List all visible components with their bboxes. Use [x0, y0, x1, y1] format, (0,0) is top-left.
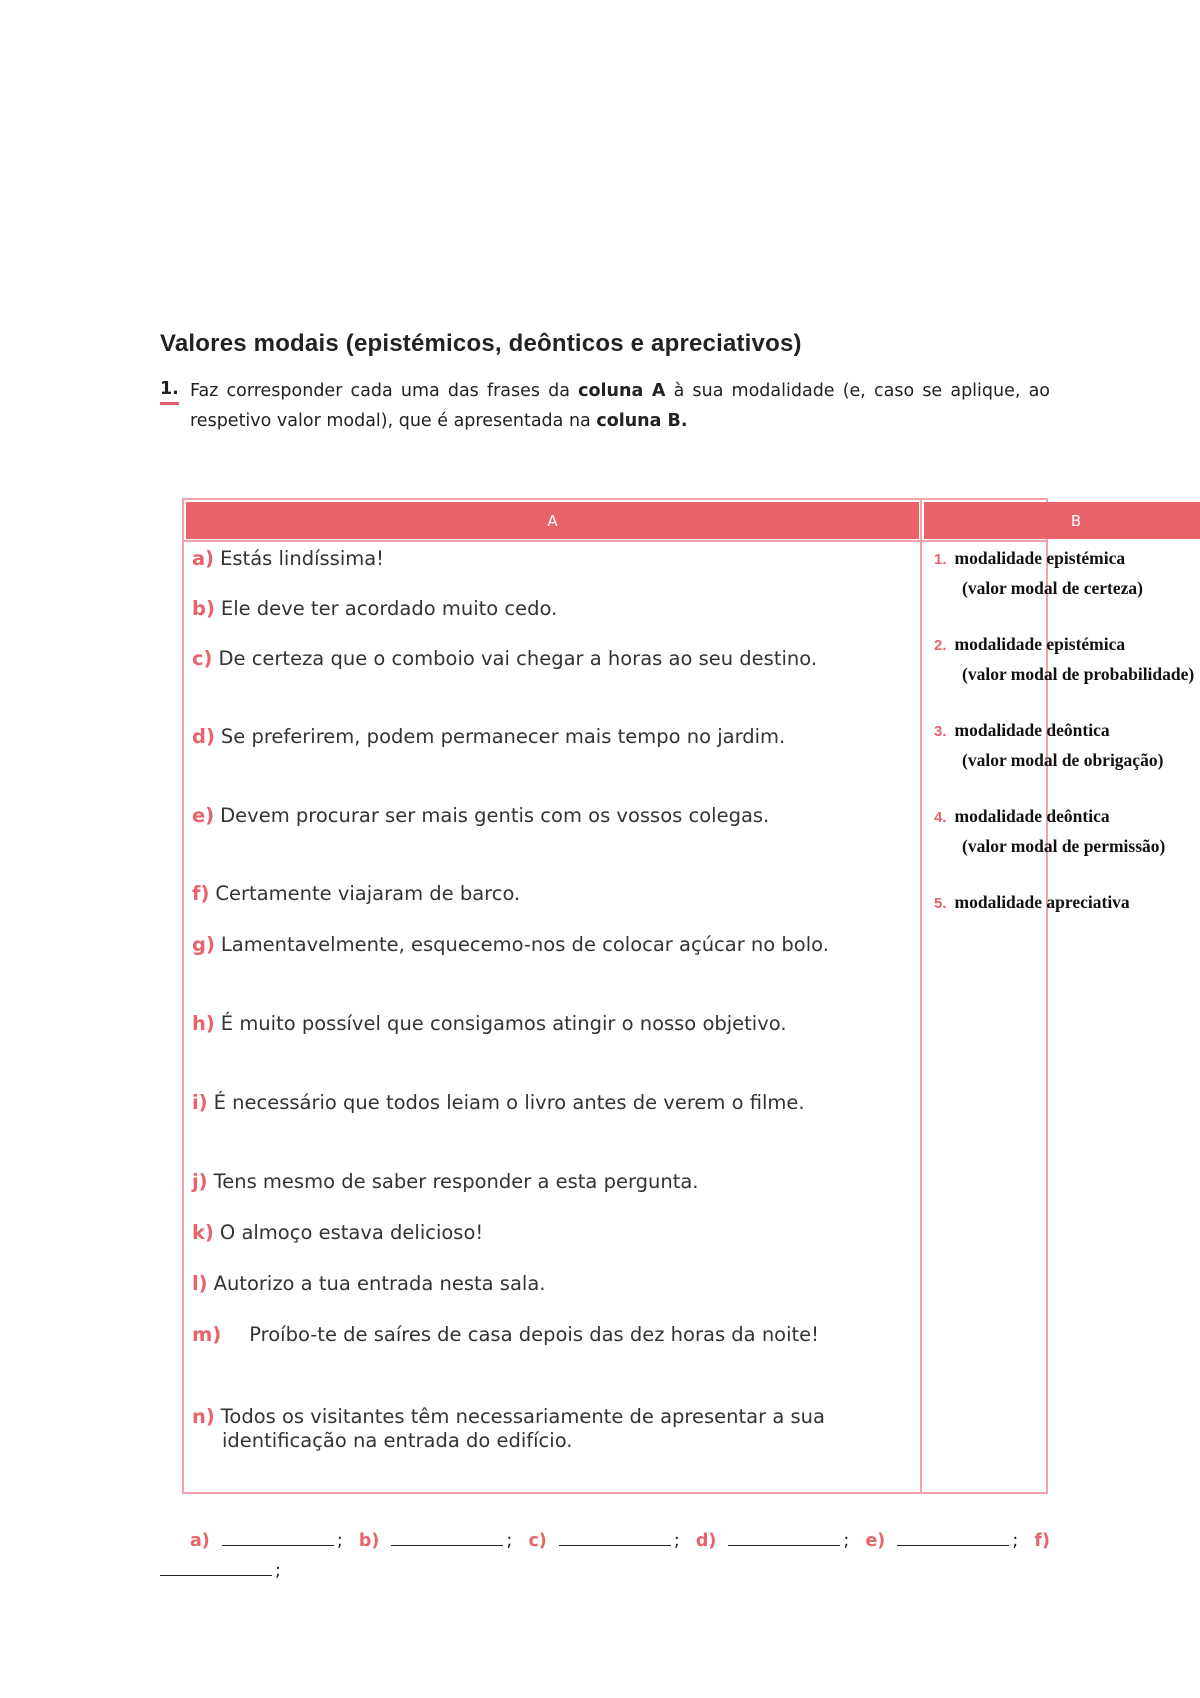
sentence-item: g) Lamentavelmente, esquecemo-nos de colocar açúcar no bolo. — [192, 933, 829, 956]
sentence-item: k) O almoço estava delicioso! — [192, 1221, 484, 1244]
answer-e: e) ; — [865, 1524, 1018, 1558]
sentence-item: b) Ele deve ter acordado muito cedo. — [192, 597, 558, 620]
modality-item: 3. modalidade deôntica (valor modal de obrigação) — [934, 720, 1164, 770]
page-title: Valores modais (epistémicos, deônticos e apreciativos) — [160, 330, 802, 357]
sentence-item: h) É muito possível que consigamos atingir o nosso objetivo. — [192, 1012, 787, 1035]
modality-item: 4. modalidade deôntica (valor modal de permissão) — [934, 806, 1166, 856]
answer-a: a) ; — [160, 1524, 343, 1558]
sentence-item: f) Certamente viajaram de barco. — [192, 882, 521, 905]
answer-b: b) ; — [359, 1524, 512, 1558]
answer-blank[interactable] — [222, 1527, 334, 1546]
answer-blank[interactable] — [391, 1527, 503, 1546]
column-b-header: B — [924, 502, 1200, 539]
answer-blank[interactable] — [559, 1527, 671, 1546]
header-divider — [184, 540, 1046, 542]
answer-lines — [160, 1524, 1050, 1588]
matching-table — [182, 498, 1195, 1494]
question-1 — [160, 376, 1050, 436]
column-divider — [920, 500, 922, 1492]
column-a-header: A — [186, 502, 919, 539]
sentence-item: d) Se preferirem, podem permanecer mais tempo no jardim. — [192, 725, 786, 748]
sentence-item: l) Autorizo a tua entrada nesta sala. — [192, 1272, 546, 1295]
answer-c: c) ; — [528, 1524, 679, 1558]
answer-f-label: f) — [1034, 1531, 1050, 1551]
modality-item: 5. modalidade apreciativa — [934, 892, 1130, 912]
answer-blank[interactable] — [728, 1527, 840, 1546]
sentence-item: j) Tens mesmo de saber responder a esta pergunta. — [192, 1170, 699, 1193]
sentence-item: i) É necessário que todos leiam o livro antes de verem o filme. — [192, 1091, 805, 1114]
sentence-item: n) Todos os visitantes têm necessariamente de apresentar a sua identificação na entrada do edifício. — [192, 1405, 825, 1452]
sentence-item: c) De certeza que o comboio vai chegar a horas ao seu destino. — [192, 647, 818, 670]
answer-blank[interactable] — [160, 1557, 272, 1576]
question-number: 1. — [160, 376, 179, 405]
modality-item: 1. modalidade epistémica (valor modal de certeza) — [934, 548, 1143, 598]
answer-blank[interactable] — [897, 1527, 1009, 1546]
modality-item: 2. modalidade epistémica (valor modal de probabilidade) — [934, 634, 1195, 684]
question-text: Faz corresponder cada uma das frases da coluna A à sua modalidade (e, caso se aplique, ao respetivo valor modal), que é apresentada na coluna B. — [190, 381, 1050, 431]
sentence-item: a) Estás lindíssima! — [192, 547, 384, 570]
sentence-item: m) Proíbo-te de saíres de casa depois das dez horas da noite! — [192, 1323, 819, 1346]
answer-f: ; — [160, 1554, 281, 1588]
answer-d: d) ; — [696, 1524, 849, 1558]
sentence-item: e) Devem procurar ser mais gentis com os vossos colegas. — [192, 804, 770, 827]
